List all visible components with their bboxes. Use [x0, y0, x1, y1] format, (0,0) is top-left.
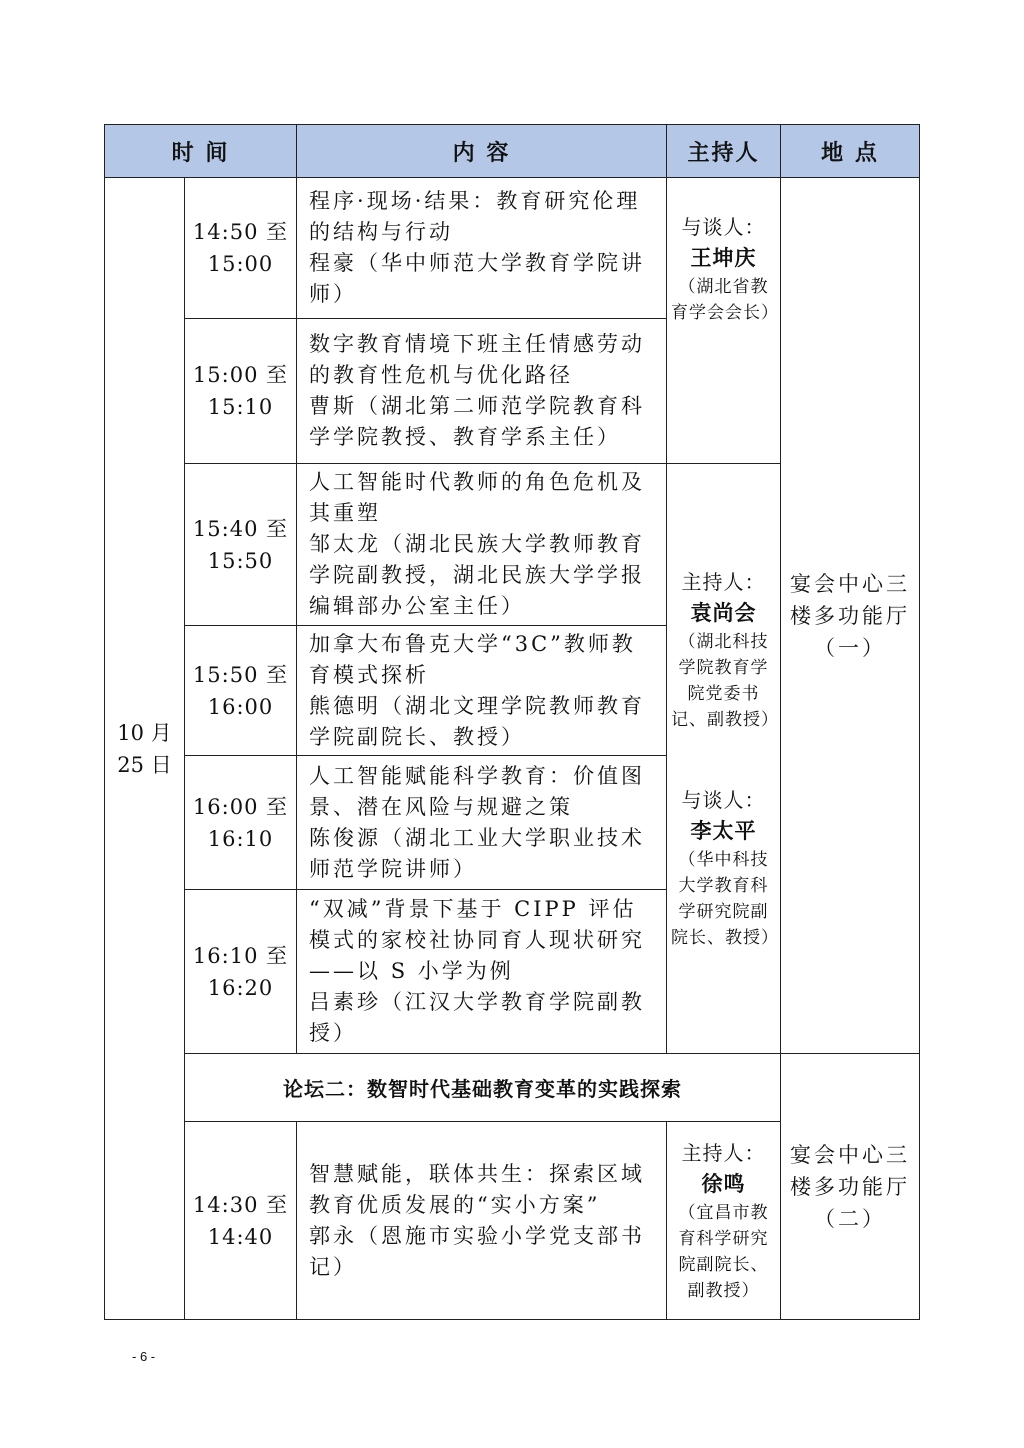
content-cell	[297, 178, 667, 319]
header-row	[105, 125, 920, 178]
header-content: 内 容	[297, 125, 667, 178]
content-cell	[297, 626, 667, 756]
header-host: 主持人	[667, 125, 781, 178]
time-cell: 16:00 至 16:10	[185, 756, 297, 890]
page-number: - 6 -	[132, 1349, 156, 1364]
header-time: 时 间	[105, 125, 297, 178]
time-cell: 16:10 至 16:20	[185, 890, 297, 1054]
talk-title: 智慧赋能，联体共生：探索区域教育优质发展的“实小方案”	[309, 1161, 646, 1217]
discussant-affiliation: （华中科技大学教育科学研究院副院长、教授）	[671, 849, 780, 948]
date-cell: 10 月 25 日	[105, 178, 185, 1320]
discussant-name: 李太平	[690, 818, 757, 843]
host-name: 徐鸣	[701, 1171, 746, 1196]
host-name: 王坤庆	[690, 246, 757, 270]
host-role: 与谈人：	[681, 215, 766, 239]
host-affiliation: （湖北科技学院教育学院党委书记、副教授）	[671, 631, 780, 730]
talk-title: “双减”背景下基于 CIPP 评估模式的家校社协同育人现状研究——以 S 小学为例	[309, 897, 646, 983]
time-cell: 15:00 至 15:10	[185, 319, 297, 464]
time-cell: 15:50 至 16:00	[185, 626, 297, 756]
host-role: 主持人：	[681, 569, 766, 594]
time-cell: 14:50 至 15:00	[185, 178, 297, 319]
content-cell	[297, 1122, 667, 1320]
content-cell	[297, 890, 667, 1054]
host-cell	[667, 1122, 781, 1320]
schedule-table	[104, 124, 920, 1320]
talk-speaker: 陈俊源（湖北工业大学职业技术师范学院讲师）	[309, 825, 646, 881]
talk-speaker: 曹斯（湖北第二师范学院教育科学学院教授、教育学系主任）	[309, 394, 646, 449]
host-affiliation: （湖北省教育学会会长）	[671, 277, 780, 323]
talk-speaker: 程豪（华中师范大学教育学院讲师）	[309, 251, 646, 306]
host-cell	[667, 464, 781, 1054]
talk-title: 人工智能赋能科学教育：价值图景、潜在风险与规避之策	[309, 763, 646, 819]
time-cell: 14:30 至 14:40	[185, 1122, 297, 1320]
talk-title: 数字教育情境下班主任情感劳动的教育性危机与优化路径	[309, 332, 646, 387]
header-place: 地 点	[781, 125, 920, 178]
talk-speaker: 郭永（恩施市实验小学党支部书记）	[309, 1223, 646, 1279]
host-name: 袁尚会	[690, 600, 757, 625]
forum-title: 论坛二：数智时代基础教育变革的实践探索	[185, 1054, 781, 1122]
discussant-role: 与谈人：	[681, 787, 766, 812]
talk-speaker: 熊德明（湖北文理学院教师教育学院副院长、教授）	[309, 693, 646, 749]
host-cell	[667, 178, 781, 464]
content-cell	[297, 319, 667, 464]
place-cell: 宴会中心三楼多功能厅（二）	[781, 1054, 920, 1320]
content-cell	[297, 464, 667, 626]
forum-row	[105, 1054, 920, 1122]
host-affiliation: （宜昌市教育科学研究院副院长、副教授）	[678, 1202, 769, 1301]
time-cell: 15:40 至 15:50	[185, 464, 297, 626]
content-cell	[297, 756, 667, 890]
talk-title: 加拿大布鲁克大学“3C”教师教育模式探析	[309, 631, 636, 687]
talk-title: 人工智能时代教师的角色危机及其重塑	[309, 470, 646, 525]
talk-title: 程序·现场·结果：教育研究伦理的结构与行动	[309, 189, 641, 244]
talk-speaker: 吕素珍（江汉大学教育学院副教授）	[309, 990, 646, 1045]
host-role: 主持人：	[681, 1140, 766, 1165]
place-cell: 宴会中心三楼多功能厅（一）	[781, 178, 920, 1054]
table-row	[105, 178, 920, 319]
talk-speaker: 邹太龙（湖北民族大学教师教育学院副教授，湖北民族大学学报编辑部办公室主任）	[309, 532, 646, 618]
